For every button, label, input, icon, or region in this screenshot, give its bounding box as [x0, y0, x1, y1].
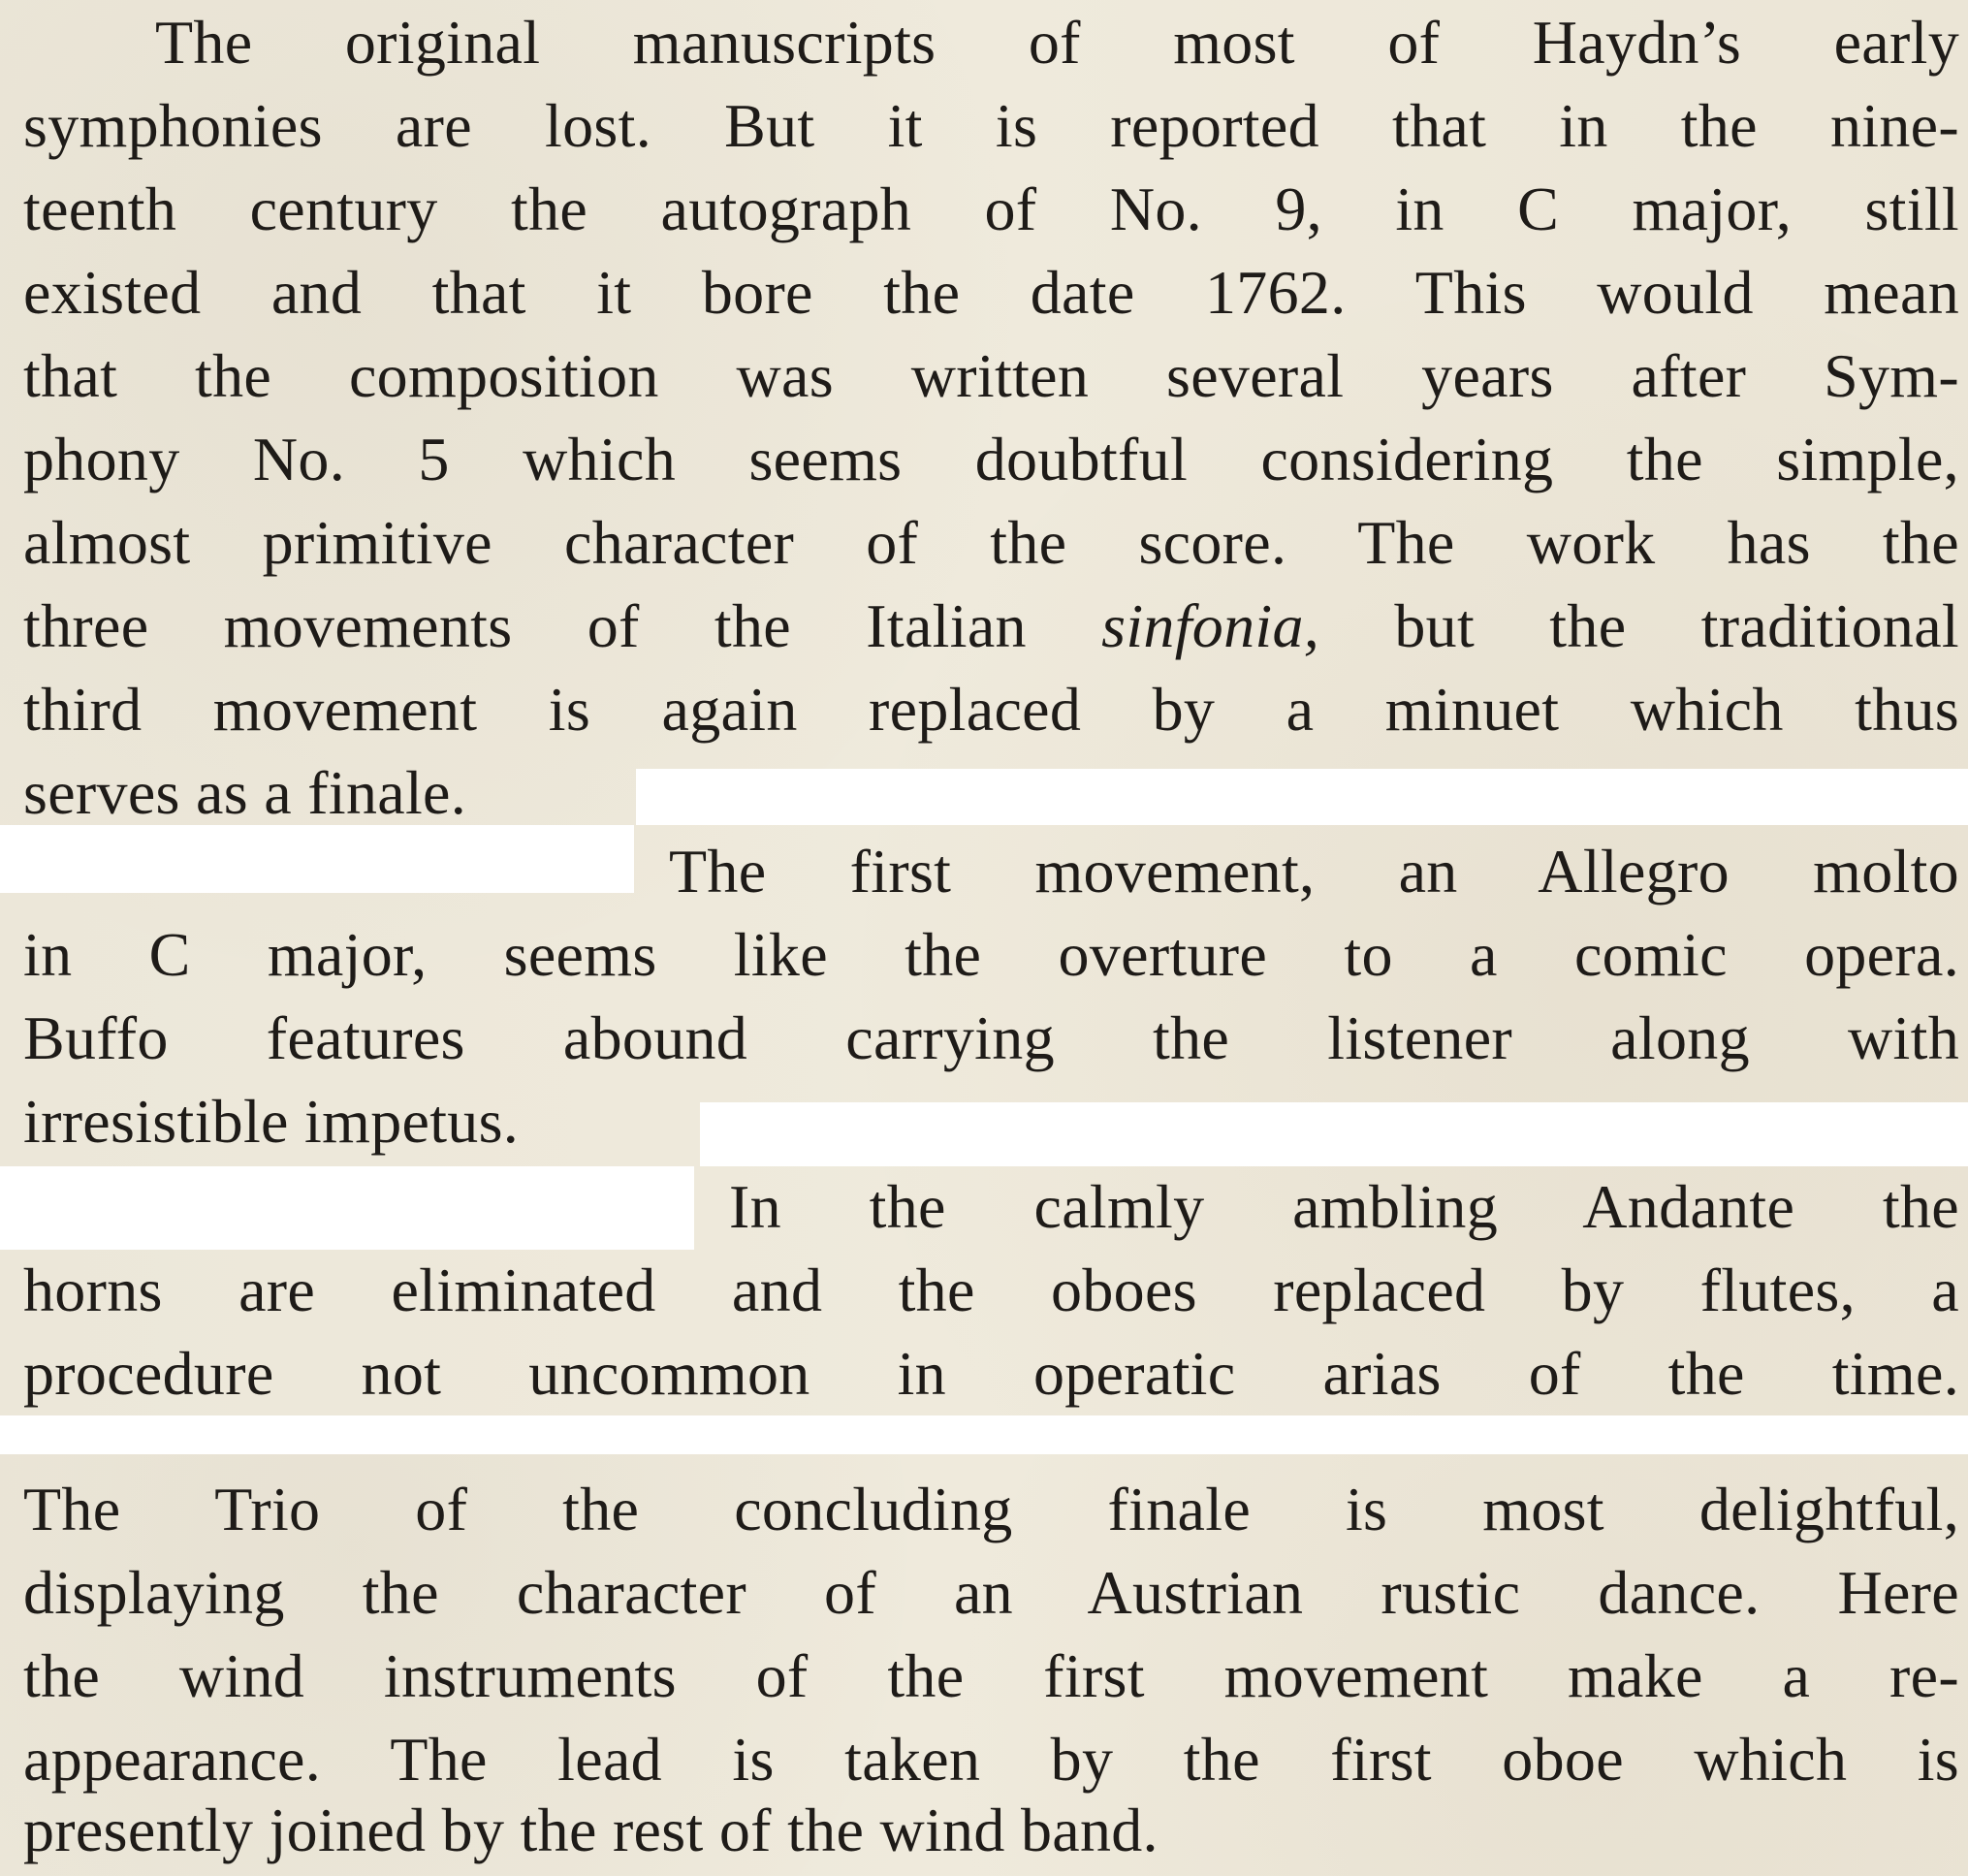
- text-line: serves as a finale.: [23, 758, 467, 827]
- text-line: Buffo features abound carrying the listener along with: [23, 1003, 1959, 1072]
- text-line: The first movement, an Allegro molto: [669, 837, 1959, 906]
- text-line: existed and that it bore the date 1762. This would mean: [23, 258, 1959, 327]
- text-line: procedure not uncommon in operatic arias of the time.: [23, 1339, 1959, 1408]
- text-line: presently joined by the rest of the wind band.: [23, 1796, 1159, 1864]
- text-line: displaying the character of an Austrian rustic dance. Here: [23, 1558, 1959, 1627]
- text-line: the wind instruments of the first movement make a re-: [23, 1641, 1959, 1710]
- text-line: in C major, seems like the overture to a comic opera.: [23, 920, 1959, 989]
- text-line: that the composition was written several years after Sym-: [23, 341, 1959, 410]
- text-line: almost primitive character of the score. The work has the: [23, 508, 1959, 577]
- text-segment: but the traditional: [1319, 591, 1960, 660]
- text-line: The Trio of the concluding finale is most delightful,: [23, 1475, 1959, 1543]
- italic-word: sinfonia,: [1101, 591, 1320, 660]
- text-line: teenth century the autograph of No. 9, in C major, still: [23, 175, 1959, 243]
- text-line: symphonies are lost. But it is reported that in the nine-: [23, 91, 1959, 160]
- text-line: third movement is again replaced by a minuet which thus: [23, 675, 1959, 744]
- text-line: horns are eliminated and the oboes replaced by flutes, a: [23, 1256, 1959, 1324]
- text-line: appearance. The lead is taken by the first oboe which is: [23, 1725, 1959, 1794]
- text-segment: three movements of the Italian: [23, 591, 1102, 660]
- text-line: In the calmly ambling Andante the: [729, 1172, 1959, 1241]
- text-line: [23, 586, 1959, 667]
- text-line: irresistible impetus.: [23, 1087, 520, 1156]
- text-line: The original manuscripts of most of Haydn’s early: [155, 8, 1959, 77]
- text-line: phony No. 5 which seems doubtful considering the simple,: [23, 425, 1959, 493]
